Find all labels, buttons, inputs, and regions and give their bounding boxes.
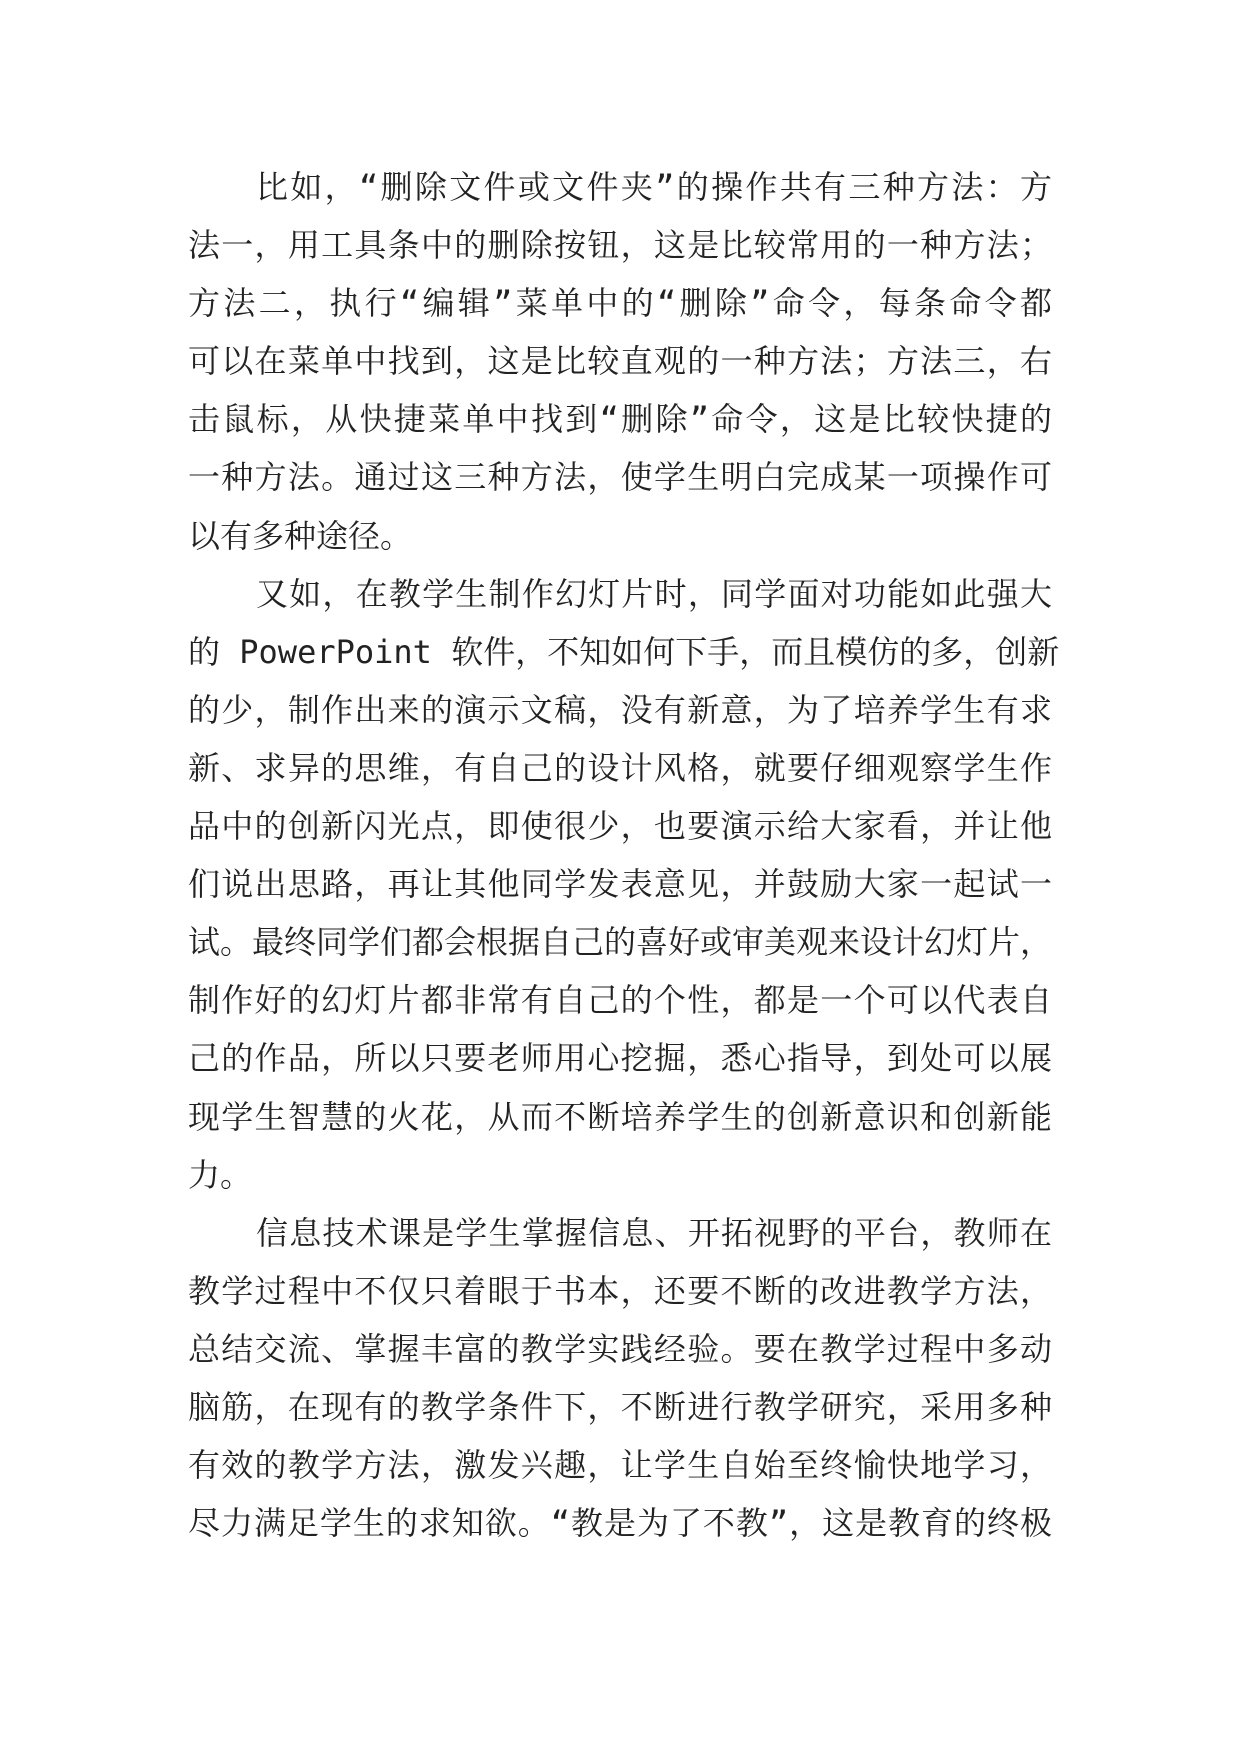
paragraph-3-line-3: 总结交流、掌握丰富的教学实践经验。要在教学过程中多动 bbox=[188, 1329, 1052, 1368]
paragraph-1-line-2: 法一，用工具条中的删除按钮，这是比较常用的一种方法； bbox=[188, 226, 1052, 265]
paragraph-2-line-6: 们说出思路，再让其他同学发表意见，并鼓励大家一起试一 bbox=[188, 865, 1052, 904]
paragraph-2-line-9: 己的作品，所以只要老师用心挖掘，悉心指导，到处可以展 bbox=[188, 1039, 1052, 1078]
paragraph-2-line-8: 制作好的幻灯片都非常有自己的个性，都是一个可以代表自 bbox=[188, 981, 1052, 1020]
paragraph-2-line-11: 力。 bbox=[188, 1155, 253, 1194]
paragraph-2-line-1: 又如，在教学生制作幻灯片时，同学面对功能如此强大 bbox=[256, 574, 1052, 613]
document-body bbox=[188, 158, 1060, 1552]
paragraph-2-line-2: 的 PowerPoint 软件，不知如何下手，而且模仿的多，创新 bbox=[188, 632, 1060, 671]
paragraph-1-line-3: 方法二，执行“编辑”菜单中的“删除”命令，每条命令都 bbox=[188, 284, 1052, 323]
paragraph-2-line-7: 试。最终同学们都会根据自己的喜好或审美观来设计幻灯片， bbox=[188, 923, 1053, 962]
paragraph-1-line-1: 比如，“删除文件或文件夹”的操作共有三种方法：方 bbox=[256, 168, 1052, 206]
paragraph-2-line-5: 品中的创新闪光点，即使很少，也要演示给大家看，并让他 bbox=[188, 807, 1052, 846]
paragraph-1-line-7: 以有多种途径。 bbox=[188, 516, 413, 555]
paragraph-1-line-6: 一种方法。通过这三种方法，使学生明白完成某一项操作可 bbox=[188, 458, 1052, 497]
paragraph-2-line-4: 新、求异的思维，有自己的设计风格，就要仔细观察学生作 bbox=[188, 748, 1052, 787]
paragraph-3-line-6: 尽力满足学生的求知欲。“教是为了不教”，这是教育的终极 bbox=[188, 1504, 1052, 1543]
paragraph-2-line-3: 的少，制作出来的演示文稿，没有新意，为了培养学生有求 bbox=[188, 690, 1052, 729]
paragraph-1-line-4: 可以在菜单中找到，这是比较直观的一种方法；方法三，右 bbox=[188, 342, 1052, 381]
paragraph-2-line-10: 现学生智慧的火花，从而不断培养学生的创新意识和创新能 bbox=[188, 1097, 1052, 1136]
paragraph-3-line-5: 有效的教学方法，激发兴趣，让学生自始至终愉快地学习， bbox=[188, 1446, 1052, 1485]
paragraph-3-line-4: 脑筋，在现有的教学条件下，不断进行教学研究，采用多种 bbox=[188, 1387, 1052, 1426]
paragraph-3-line-2: 教学过程中不仅只着眼于书本，还要不断的改进教学方法， bbox=[188, 1271, 1052, 1310]
paragraph-1-line-5: 击鼠标，从快捷菜单中找到“删除”命令，这是比较快捷的 bbox=[188, 400, 1052, 439]
paragraph-3-line-1: 信息技术课是学生掌握信息、开拓视野的平台，教师在 bbox=[256, 1213, 1052, 1252]
